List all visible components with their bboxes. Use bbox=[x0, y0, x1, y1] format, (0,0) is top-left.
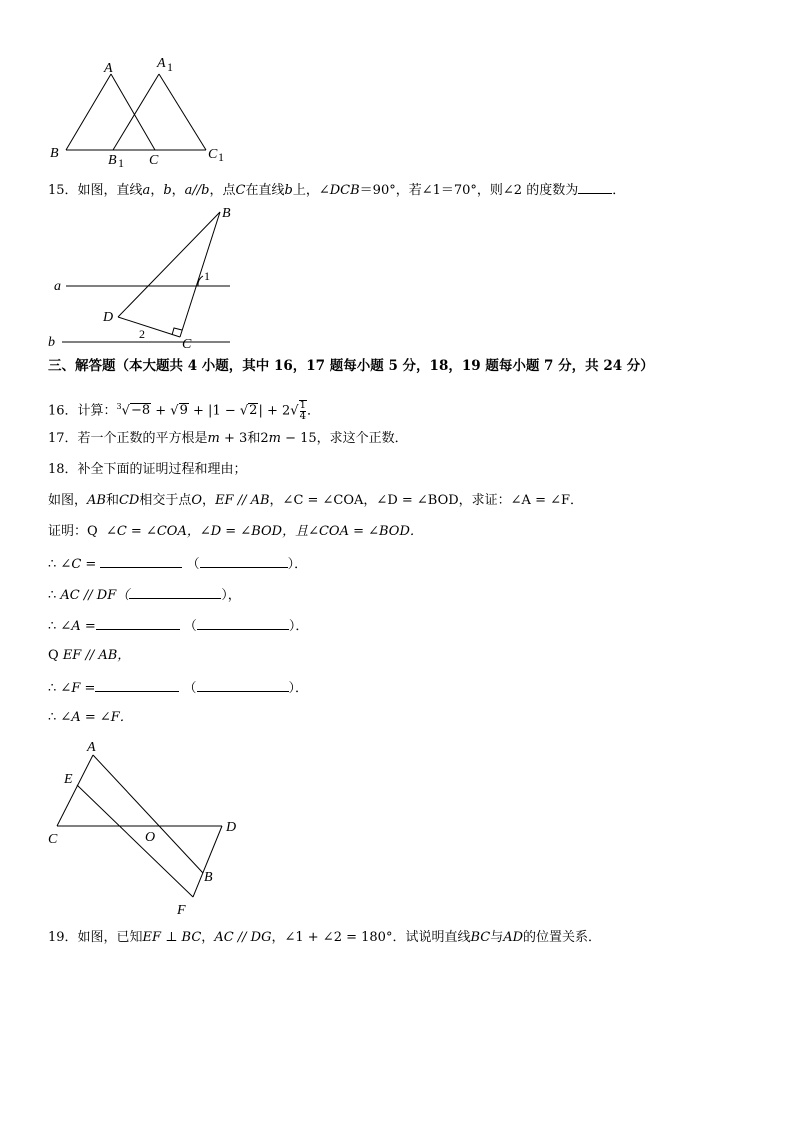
question-17: 17．若一个正数的平方根是m + 3和2m − 15，求这个正数． bbox=[48, 431, 408, 446]
segment-EF bbox=[77, 785, 193, 897]
reason-blank-1[interactable] bbox=[200, 554, 288, 568]
question-16: 16．计算：$^3$√−8 + √9 + |1 − √2| + 2√ $\frac{1}{4}$ ． bbox=[48, 399, 320, 422]
proof-line-given: 证明：Q ∠C = ∠COA，∠D = ∠BOD，且∠COA = ∠BOD． bbox=[48, 524, 423, 539]
proof-line-1: ∴ ∠C = （ ）． bbox=[48, 554, 307, 574]
label-B: B bbox=[50, 146, 59, 161]
label-C: C bbox=[149, 153, 159, 168]
label-B1: B bbox=[108, 153, 117, 168]
parallel-lines-figure bbox=[40, 200, 240, 350]
label-E: E bbox=[64, 772, 73, 787]
label-A: A bbox=[87, 740, 96, 755]
answer-blank-5[interactable] bbox=[95, 678, 179, 692]
label-A1-sub: 1 bbox=[167, 60, 173, 74]
proof-line-2: ∴ AC // DF（ ）， bbox=[48, 585, 241, 605]
segment-AC bbox=[57, 755, 93, 826]
label-B1-sub: 1 bbox=[118, 156, 124, 170]
answer-blank-1[interactable] bbox=[100, 554, 182, 568]
segment-DF bbox=[193, 826, 222, 897]
question-19: 19．如图，已知EF ⊥ BC，AC // DG，∠1 + ∠2 = 180°．试说明直线BC与AD的位置关系． bbox=[48, 930, 602, 945]
label-angle-2: 2 bbox=[139, 327, 145, 341]
segment-A1C1 bbox=[159, 74, 206, 150]
label-B: B bbox=[204, 870, 213, 885]
label-C1-sub: 1 bbox=[218, 150, 224, 164]
segment-DC bbox=[118, 317, 180, 337]
section-3-heading: 三、解答题（本大题共 4 小题，其中 16，17 题每小题 5 分，18，19 题每小题 7 分，共 24 分） bbox=[48, 358, 654, 374]
label-C: C bbox=[48, 832, 58, 847]
label-C1: C bbox=[208, 147, 218, 162]
segment-AC bbox=[111, 74, 155, 150]
proof-line-4: Q EF // AB， bbox=[48, 648, 131, 663]
crossing-lines-figure bbox=[40, 735, 250, 920]
label-O: O bbox=[145, 830, 156, 845]
label-angle-1: 1 bbox=[204, 269, 210, 283]
label-A1: A bbox=[157, 56, 166, 71]
label-F: F bbox=[177, 903, 186, 918]
answer-blank-3[interactable] bbox=[96, 616, 180, 630]
question-15: 15．如图，直线a，b，a//b，点C在直线b上，∠DCB＝90°，若∠1＝70°，则∠2 的度数为 ． bbox=[48, 180, 625, 200]
label-B: B bbox=[222, 206, 231, 221]
segment-B1A1 bbox=[113, 74, 159, 150]
segment-AB bbox=[93, 755, 203, 873]
segment-BA bbox=[66, 74, 111, 150]
label-C: C bbox=[182, 337, 192, 350]
label-line-a: a bbox=[54, 279, 61, 294]
label-line-b: b bbox=[48, 335, 55, 350]
reason-blank-3[interactable] bbox=[197, 616, 289, 630]
segment-BC bbox=[180, 212, 220, 337]
question-18-given: 如图，AB和CD相交于点O，EF // AB，∠C = ∠COA，∠D = ∠BOD，求证：∠A = ∠F． bbox=[48, 493, 584, 508]
proof-line-5: ∴ ∠F = （ ）． bbox=[48, 678, 308, 698]
proof-line-6: ∴ ∠A = ∠F． bbox=[48, 710, 133, 725]
label-A: A bbox=[104, 61, 113, 76]
proof-line-3: ∴ ∠A = （ ）． bbox=[48, 616, 308, 636]
segment-BD bbox=[118, 212, 220, 317]
label-D: D bbox=[226, 820, 237, 835]
reason-blank-2[interactable] bbox=[129, 585, 221, 599]
answer-blank-15[interactable] bbox=[578, 180, 612, 194]
label-D: D bbox=[103, 310, 114, 325]
question-18-title: 18．补全下面的证明过程和理由； bbox=[48, 462, 247, 477]
reason-blank-5[interactable] bbox=[197, 678, 289, 692]
triangles-figure bbox=[40, 50, 240, 175]
